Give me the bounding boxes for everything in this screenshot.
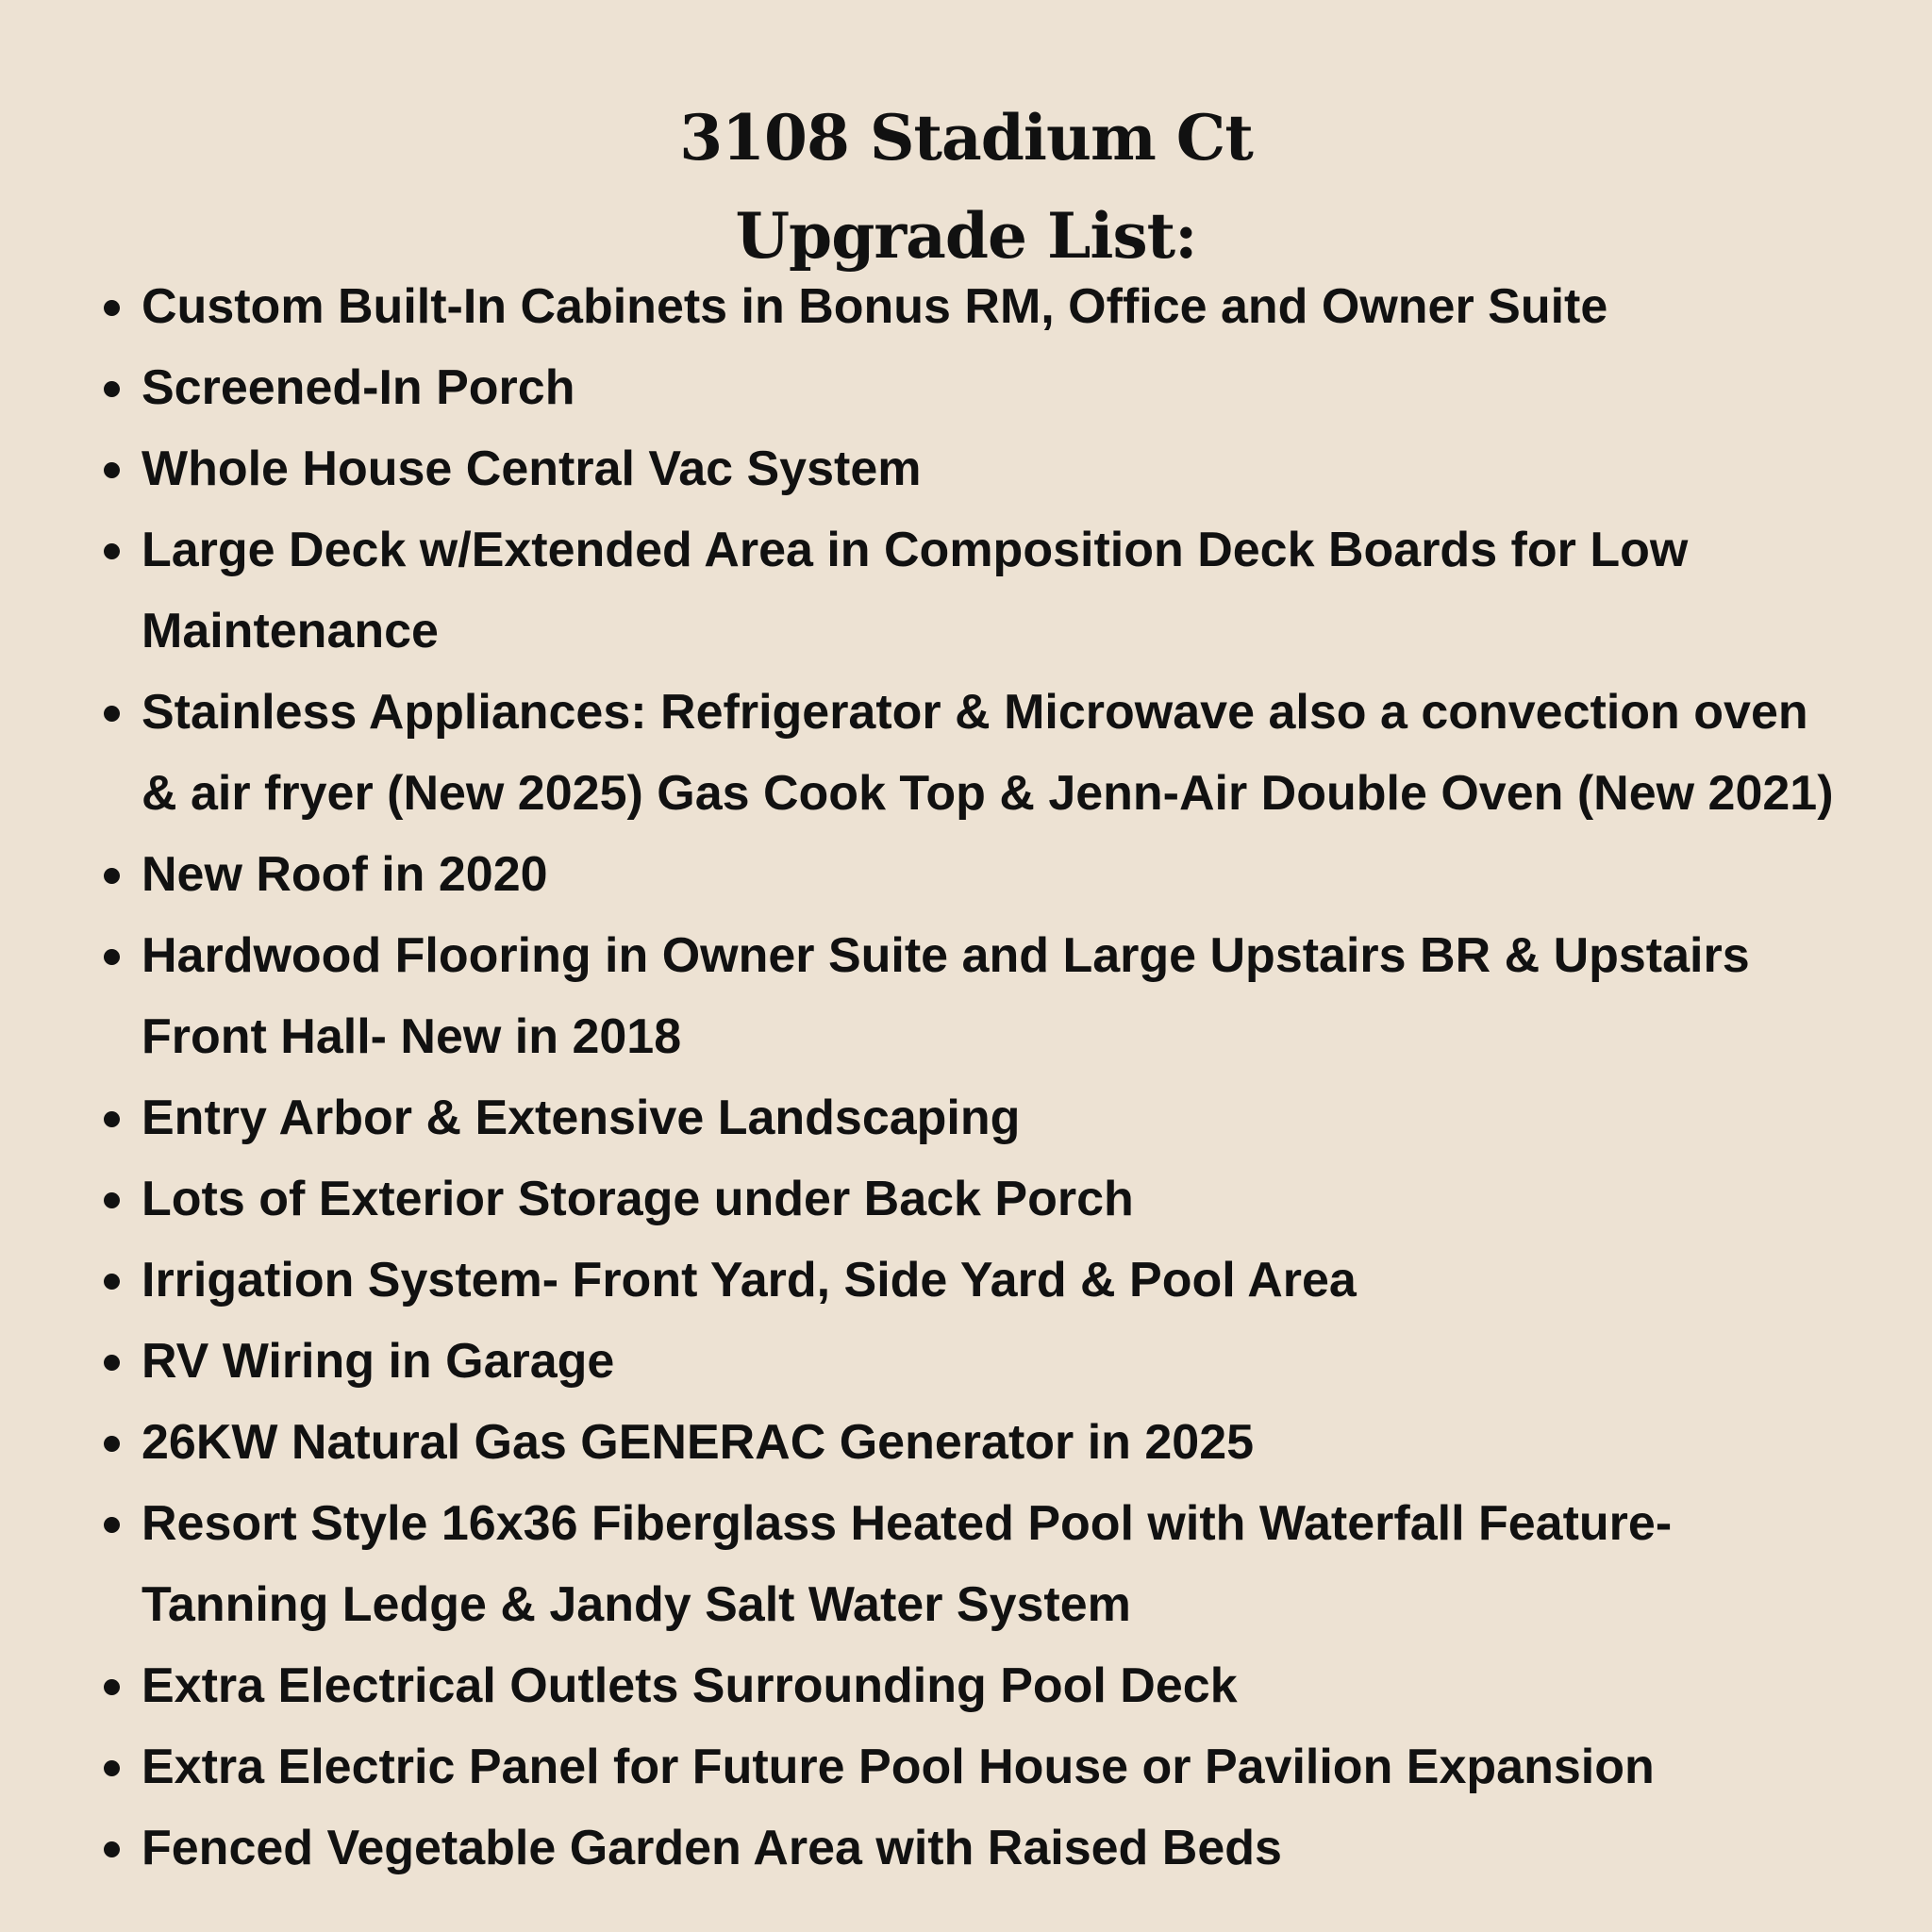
list-item-text-continued: Tanning Ledge & Jandy Salt Water System [142,1577,1131,1632]
list-item [100,1402,1874,1483]
list-item [100,428,1874,509]
list-item [100,672,1874,834]
list-item-text: Whole House Central Vac System [142,441,922,496]
list-item-text: Resort Style 16x36 Fiberglass Heated Pool with Waterfall Feature- [142,1496,1673,1551]
bullet-icon [104,949,120,965]
list-item-text: Screened-In Porch [142,360,575,415]
title-subtitle: Upgrade List: [735,199,1197,274]
bullet-icon [104,1274,120,1290]
list-item-text: Lots of Exterior Storage under Back Porch [142,1172,1134,1226]
bullet-icon [104,300,120,316]
list-item-text: 26KW Natural Gas GENERAC Generator in 2025 [142,1415,1255,1470]
list-item-text: Custom Built-In Cabinets in Bonus RM, Office and Owner Suite [142,279,1608,334]
bullet-icon [104,462,120,478]
list-item-text: Large Deck w/Extended Area in Composition Deck Boards for Low [142,523,1689,577]
bullet-icon [104,1192,120,1208]
list-item [100,266,1874,347]
list-item-text: RV Wiring in Garage [142,1334,615,1389]
list-item-text-continued: Front Hall- New in 2018 [142,1009,682,1064]
list-item-text: Hardwood Flooring in Owner Suite and Large Upstairs BR & Upstairs [142,928,1750,983]
bullet-icon [104,1760,120,1776]
list-item-text: Entry Arbor & Extensive Landscaping [142,1091,1021,1145]
list-item [100,915,1874,1077]
list-item-text: Stainless Appliances: Refrigerator & Microwave also a convection oven [142,685,1808,740]
list-item [100,1726,1874,1807]
bullet-icon [104,706,120,722]
title-address: 3108 Stadium Ct [679,101,1253,175]
list-item-text: Extra Electrical Outlets Surrounding Pool Deck [142,1658,1238,1713]
list-item [100,509,1874,672]
list-item [100,1321,1874,1402]
list-item [100,1240,1874,1321]
bullet-icon [104,381,120,397]
list-item-text: Irrigation System- Front Yard, Side Yard & Pool Area [142,1253,1357,1307]
list-item [100,347,1874,428]
list-item [100,1483,1874,1645]
list-item-text: New Roof in 2020 [142,847,548,902]
list-item [100,1807,1874,1889]
list-item [100,1158,1874,1240]
bullet-icon [104,1355,120,1371]
list-item-text-continued: & air fryer (New 2025) Gas Cook Top & Jenn-Air Double Oven (New 2021) [142,766,1834,821]
bullet-icon [104,1111,120,1127]
bullet-icon [104,1517,120,1533]
bullet-icon [104,868,120,884]
list-item [100,1077,1874,1158]
list-item-text: Fenced Vegetable Garden Area with Raised Beds [142,1821,1282,1875]
bullet-icon [104,543,120,559]
page-title [0,89,1932,285]
bullet-icon [104,1841,120,1857]
upgrade-items-list [100,266,1874,1889]
list-item-text-continued: Maintenance [142,604,439,658]
list-item-text: Extra Electric Panel for Future Pool House or Pavilion Expansion [142,1740,1655,1794]
list-item [100,1645,1874,1726]
bullet-icon [104,1436,120,1452]
bullet-icon [104,1679,120,1695]
list-item [100,834,1874,915]
